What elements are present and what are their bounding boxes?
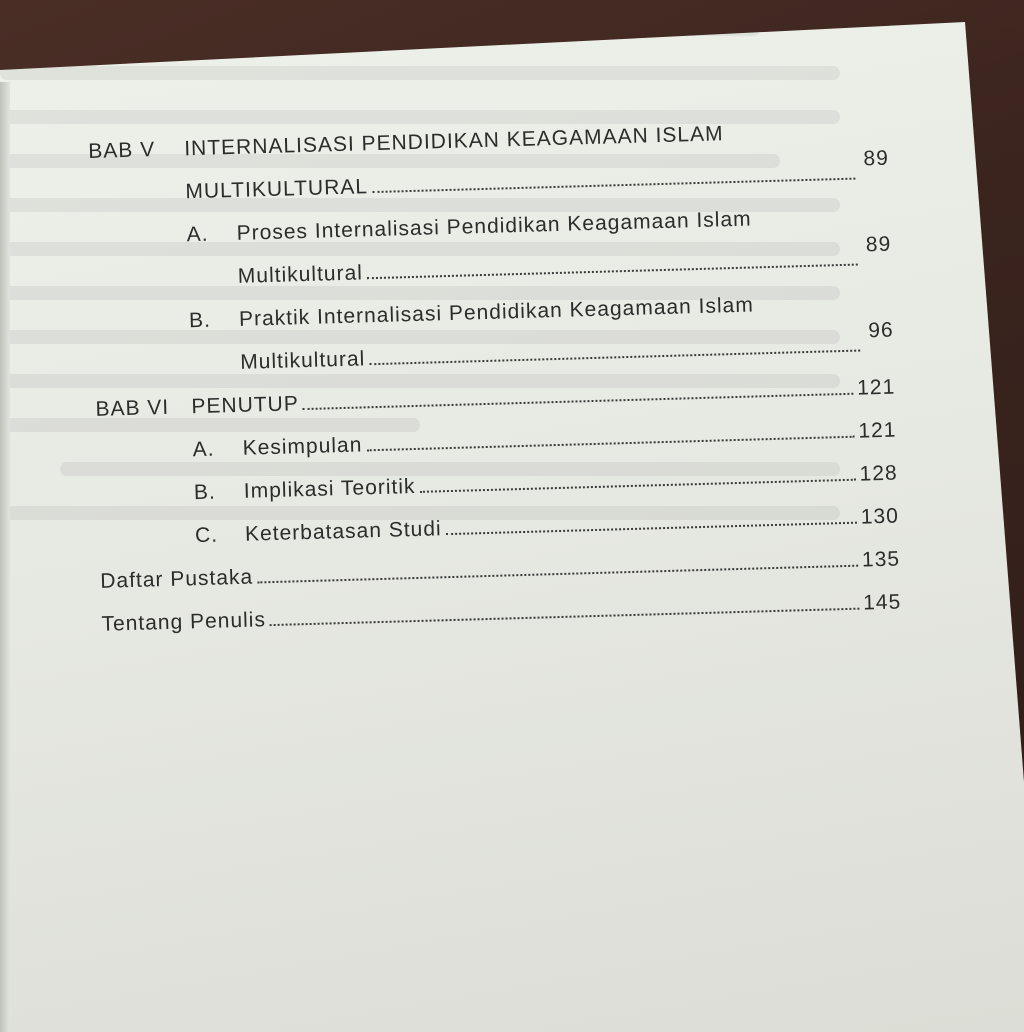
page-number: 96 <box>867 318 894 343</box>
section-title: Kesimpulan <box>242 433 363 460</box>
section-letter: B. <box>193 480 217 505</box>
section-letter: B. <box>188 308 212 333</box>
page-number: 130 <box>860 504 900 529</box>
chapter-number: BAB V <box>88 138 156 163</box>
chapter-title: PENUTUP <box>191 392 300 419</box>
chapter-title-line2: MULTIKULTURAL <box>185 175 369 204</box>
dot-leader <box>366 435 854 452</box>
page-number: 89 <box>863 146 890 171</box>
page-number: 145 <box>862 590 902 615</box>
dot-leader <box>446 521 857 535</box>
dot-leader <box>257 564 858 584</box>
page-edge <box>0 82 10 1032</box>
chapter-number: BAB VI <box>95 395 170 421</box>
section-title-line1: Proses Internalisasi Pendidikan Keagamaan Islam <box>236 207 752 245</box>
dot-leader <box>270 607 859 626</box>
dot-leader <box>303 392 853 410</box>
section-title: Keterbatasan Studi <box>244 517 442 546</box>
back-matter-title: Tentang Penulis <box>101 608 267 636</box>
section-letter: C. <box>194 523 219 548</box>
page-number: 135 <box>861 547 901 572</box>
section-letter: A. <box>186 222 209 247</box>
page-number: 128 <box>859 461 898 486</box>
back-matter-title: Daftar Pustaka <box>100 565 254 593</box>
table-of-contents <box>88 118 902 656</box>
section-title-line2: Multikultural <box>239 347 366 374</box>
dot-leader <box>369 349 860 366</box>
dot-leader <box>420 478 856 493</box>
chapter-title-line1: INTERNALISASI PENDIDIKAN KEAGAMAAN ISLAM <box>183 122 724 161</box>
section-title: Implikasi Teoritik <box>243 474 416 503</box>
section-letter: A. <box>192 437 215 462</box>
page-number: 121 <box>858 418 897 443</box>
dot-leader <box>372 177 855 193</box>
section-title-line1: Praktik Internalisasi Pendidikan Keagamaan Islam <box>238 293 755 331</box>
dot-leader <box>367 263 858 280</box>
page-number: 121 <box>856 375 896 400</box>
page-number: 89 <box>865 232 892 257</box>
section-title-line2: Multikultural <box>237 261 364 288</box>
